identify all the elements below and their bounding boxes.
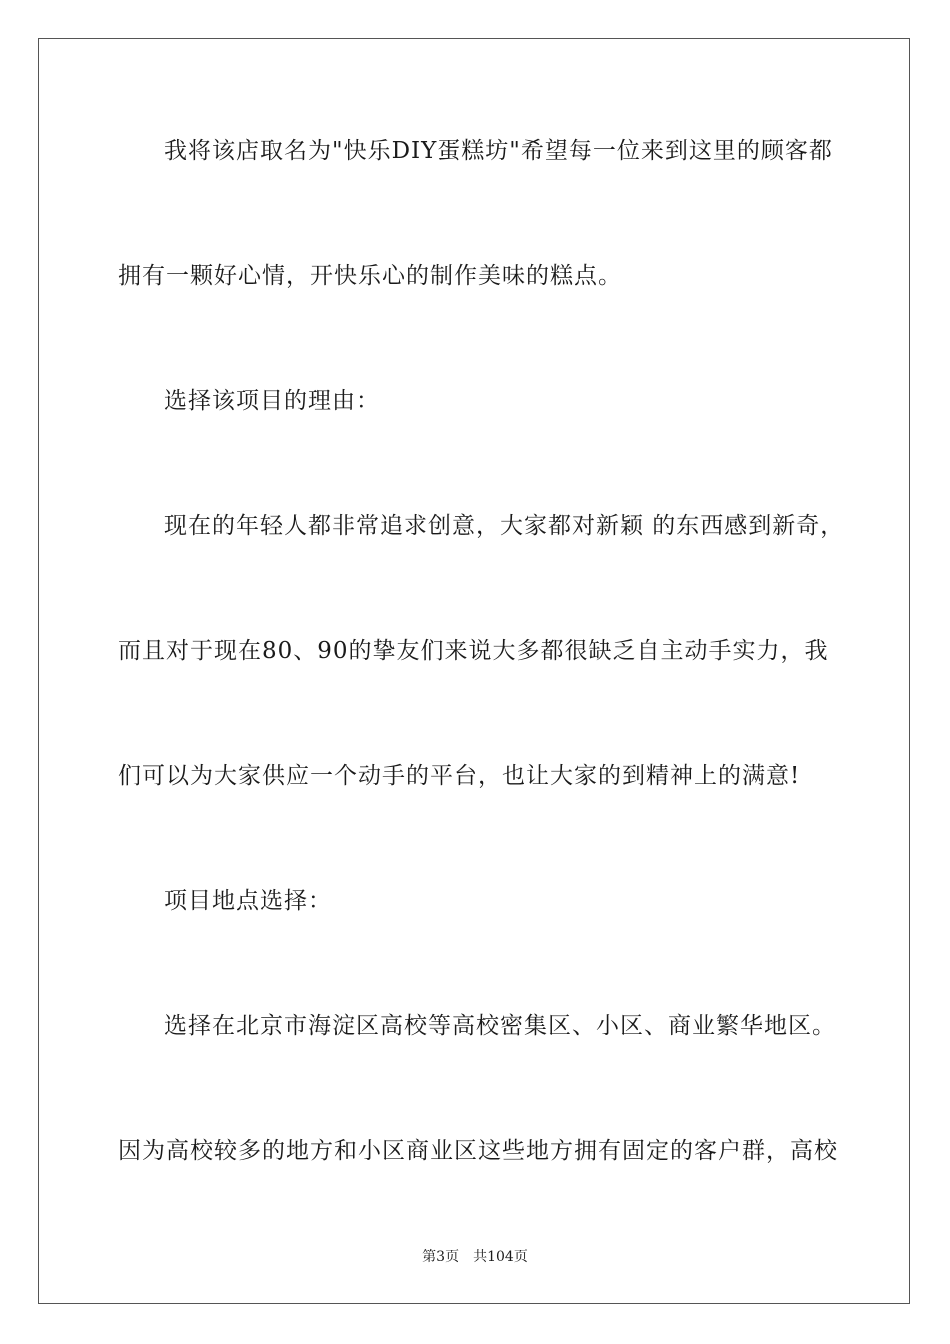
page-total: 共104页 [473,1249,528,1265]
paragraph-line-5: 们可以为大家供应一个动手的平台，也让大家的到精神上的满意! [118,763,801,789]
paragraph-line-7: 因为高校较多的地方和小区商业区这些地方拥有固定的客户群，高校 [118,1138,838,1164]
page-number: 第3页 [422,1249,460,1265]
section-heading-location: 项目地点选择： [164,888,332,914]
paragraph-line-1: 我将该店取名为"快乐DIY蛋糕坊"希望每一位来到这里的顾客都 [164,138,833,164]
section-heading-reason: 选择该项目的理由： [164,388,380,414]
paragraph-line-4: 而且对于现在80、90的挚友们来说大多都很缺乏自主动手实力，我 [118,638,829,664]
paragraph-line-3: 现在的年轻人都非常追求创意，大家都对新颖 的东西感到新奇， [164,513,845,539]
page-border [38,38,910,1304]
page-footer [0,1248,950,1266]
paragraph-line-6: 选择在北京市海淀区高校等高校密集区、小区、商业繁华地区。 [164,1013,836,1039]
paragraph-line-2: 拥有一颗好心情，开快乐心的制作美味的糕点。 [118,263,622,289]
